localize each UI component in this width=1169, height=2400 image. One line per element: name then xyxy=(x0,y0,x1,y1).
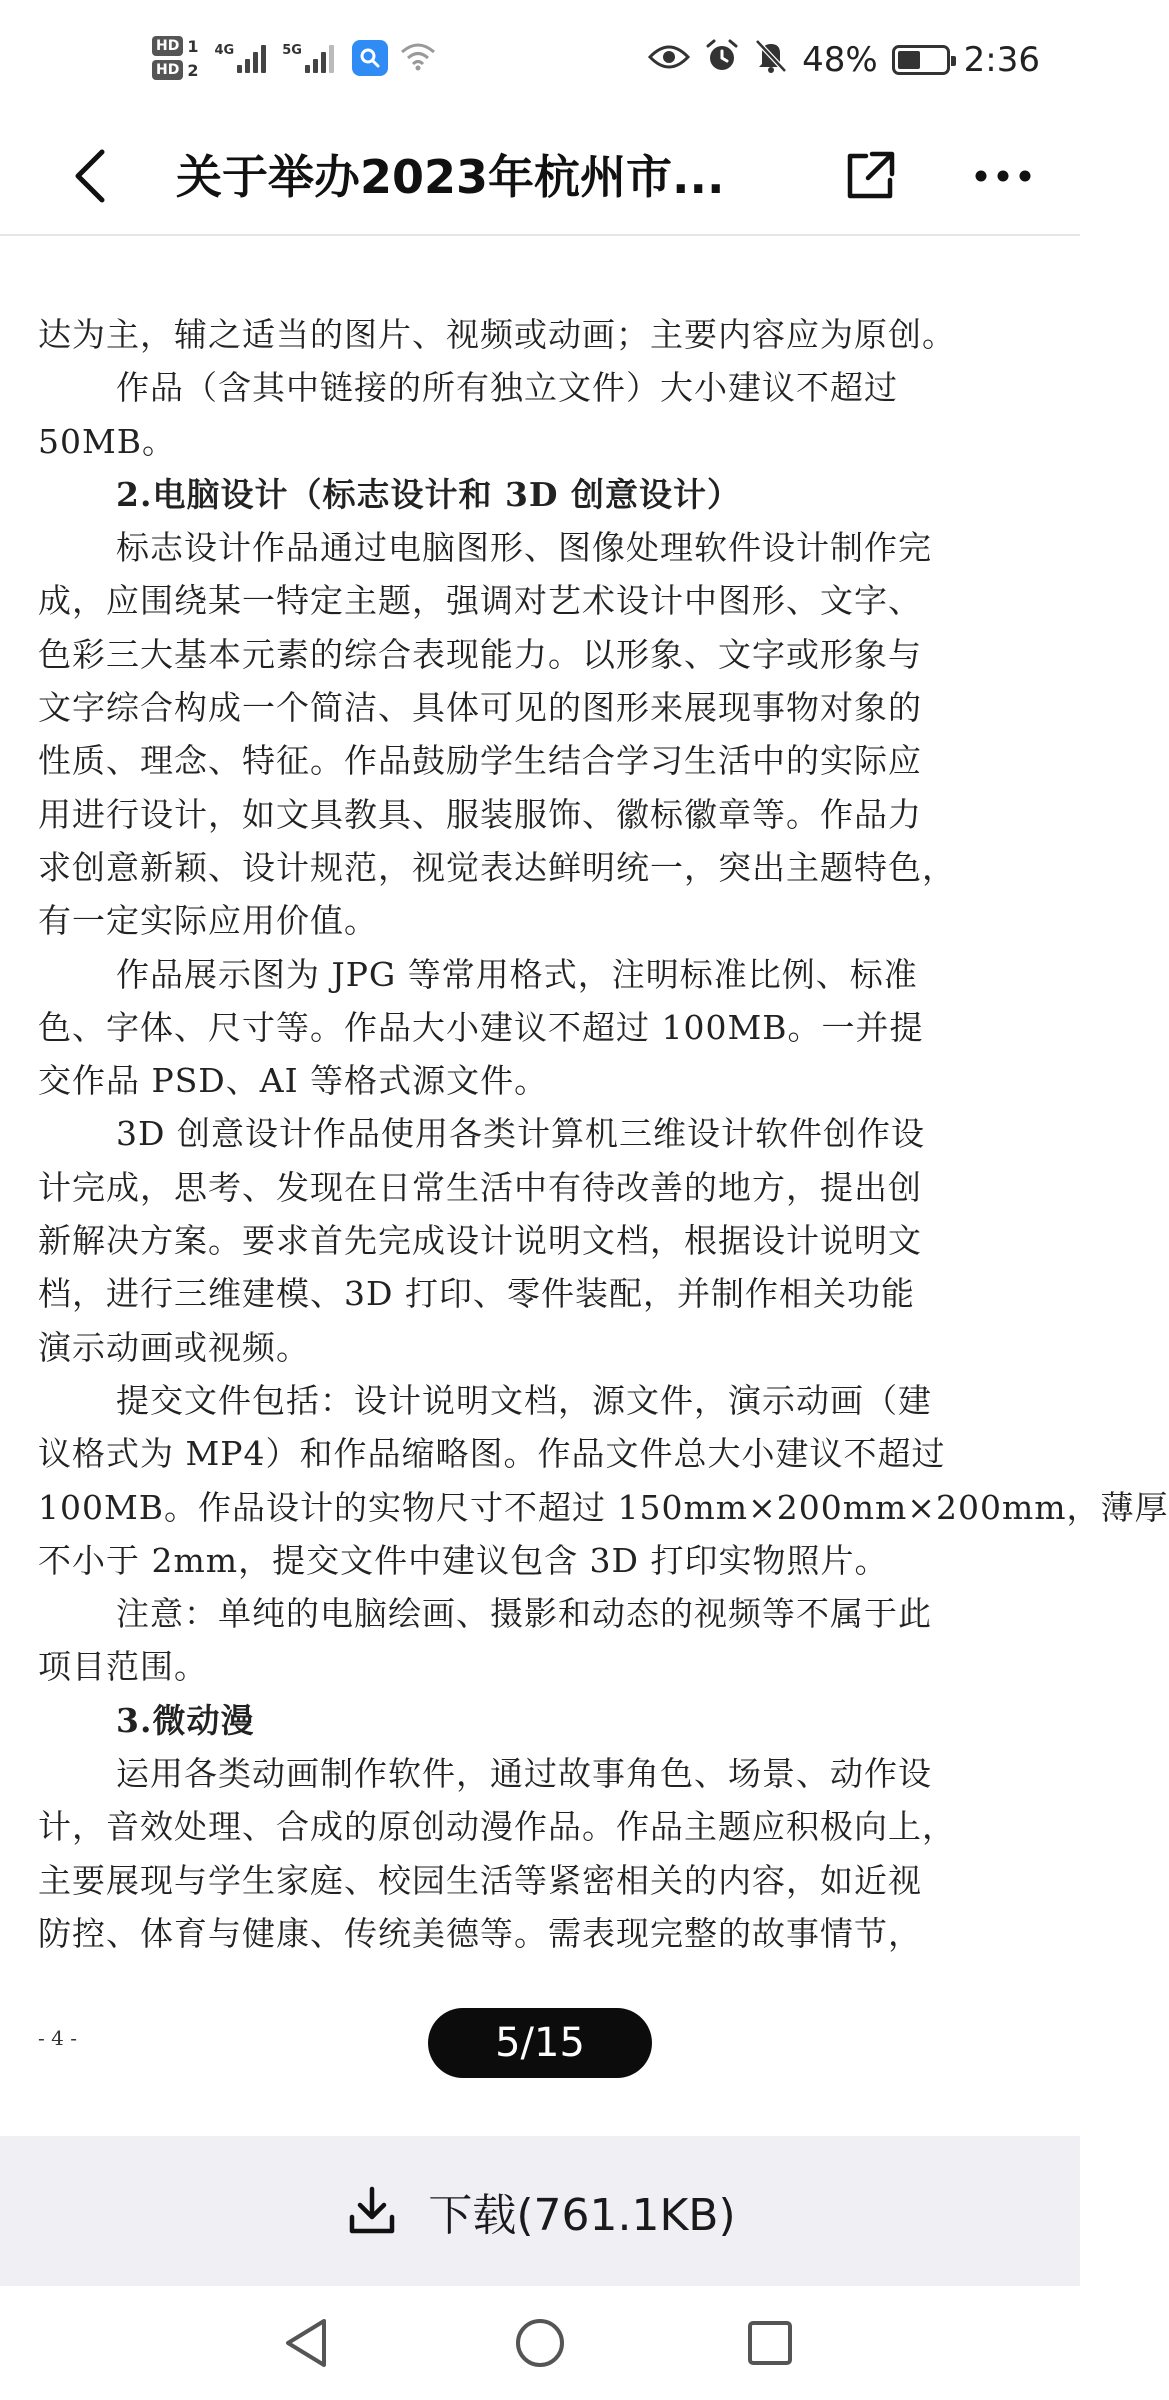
system-nav-bar xyxy=(0,2286,1080,2400)
text-line: 提交文件包括：设计说明文档，源文件，演示动画（建 xyxy=(116,1380,932,1420)
status-bar xyxy=(0,0,1080,118)
text-line: 用进行设计，如文具教具、服装服饰、徽标徽章等。作品力 xyxy=(38,794,922,834)
text-line: 50MB。 xyxy=(38,421,177,461)
text-line: 作品展示图为 JPG 等常用格式，注明标准比例、标准 xyxy=(116,954,918,994)
alarm-icon xyxy=(704,38,740,83)
text-line: 新解决方案。要求首先完成设计说明文档，根据设计说明文 xyxy=(38,1221,922,1261)
nav-recents-icon xyxy=(745,2318,795,2368)
text-line: 不小于 2mm，提交文件中建议包含 3D 打印实物照片。 xyxy=(38,1540,889,1580)
nav-recents-button[interactable] xyxy=(735,2308,805,2378)
text-line: 交作品 PSD、AI 等格式源文件。 xyxy=(38,1061,549,1101)
more-options-button[interactable] xyxy=(958,136,1048,216)
wifi-icon xyxy=(398,40,438,76)
text-line: 标志设计作品通过电脑图形、图像处理软件设计制作完 xyxy=(116,528,932,568)
back-button[interactable] xyxy=(50,136,130,216)
nav-back-button[interactable] xyxy=(272,2308,342,2378)
hd-badge-2: HD xyxy=(152,60,183,80)
page-indicator: 5/15 xyxy=(428,2008,652,2078)
text-line: 运用各类动画制作软件，通过故事角色、场景、动作设 xyxy=(116,1754,932,1794)
text-line: 演示动画或视频。 xyxy=(38,1327,310,1367)
more-dots-icon xyxy=(973,168,1033,184)
share-button[interactable] xyxy=(830,136,910,216)
download-button[interactable] xyxy=(0,2136,1080,2286)
document-viewer[interactable] xyxy=(0,236,1169,2136)
clock: 2:36 xyxy=(963,40,1040,80)
nav-home-icon xyxy=(513,2316,567,2370)
section-heading: 2.电脑设计（标志设计和 3D 创意设计） xyxy=(116,474,742,514)
text-line: 文字综合构成一个简洁、具体可见的图形来展现事物对象的 xyxy=(38,688,922,728)
status-left xyxy=(152,24,438,92)
text-line: 色彩三大基本元素的综合表现能力。以形象、文字或形象与 xyxy=(38,634,922,674)
document-text xyxy=(38,308,1169,1960)
text-line: 100MB。作品设计的实物尺寸不超过 150mm×200mm×200mm，薄厚 xyxy=(38,1487,1169,1527)
text-line: 项目范围。 xyxy=(38,1647,208,1687)
text-line: 色、字体、尺寸等。作品大小建议不超过 100MB。一并提 xyxy=(38,1007,924,1047)
share-icon xyxy=(842,148,898,204)
download-label: 下载(761.1KB) xyxy=(428,2190,736,2241)
text-line: 性质、理念、特征。作品鼓励学生结合学习生活中的实际应 xyxy=(38,741,922,781)
text-line: 求创意新颖、设计规范，视觉表达鲜明统一，突出主题特色， xyxy=(38,847,956,887)
page-title: 关于举办2023年杭州市... xyxy=(176,150,725,204)
nav-home-button[interactable] xyxy=(505,2308,575,2378)
text-line: 有一定实际应用价值。 xyxy=(38,901,378,941)
text-line: 成，应围绕某一特定主题，强调对艺术设计中图形、文字、 xyxy=(38,581,922,621)
text-line: 档，进行三维建模、3D 打印、零件装配，并制作相关功能 xyxy=(38,1274,915,1314)
hd-badge-1: HD xyxy=(152,36,183,56)
mute-icon xyxy=(754,38,788,83)
battery-percent: 48% xyxy=(802,40,878,80)
text-line: 计，音效处理、合成的原创动漫作品。作品主题应积极向上， xyxy=(38,1807,956,1847)
app-header xyxy=(0,118,1080,236)
hd-indicators: HD 1 HD 2 xyxy=(152,36,198,80)
signal-4g-icon: 4G xyxy=(214,43,266,73)
eye-icon xyxy=(648,40,690,80)
status-right xyxy=(648,30,1040,90)
text-line: 注意：单纯的电脑绘画、摄影和动态的视频等不属于此 xyxy=(116,1594,932,1634)
download-icon xyxy=(344,2183,400,2239)
text-line: 防控、体育与健康、传统美德等。需表现完整的故事情节， xyxy=(38,1913,922,1953)
text-line: 作品（含其中链接的所有独立文件）大小建议不超过 xyxy=(116,368,898,408)
text-line: 计完成，思考、发现在日常生活中有待改善的地方，提出创 xyxy=(38,1167,922,1207)
text-line: 达为主，辅之适当的图片、视频或动画；主要内容应为原创。 xyxy=(38,315,956,354)
section-heading: 3.微动漫 xyxy=(116,1700,255,1740)
text-line: 主要展现与学生家庭、校园生活等紧密相关的内容，如近视 xyxy=(38,1860,922,1900)
nav-back-icon xyxy=(282,2316,332,2370)
search-app-icon xyxy=(352,40,388,76)
chevron-left-icon xyxy=(70,146,110,206)
text-line: 议格式为 MP4）和作品缩略图。作品文件总大小建议不超过 xyxy=(38,1434,946,1474)
page-footer-number: - 4 - xyxy=(38,2026,77,2050)
text-line: 3D 创意设计作品使用各类计算机三维设计软件创作设 xyxy=(116,1114,925,1154)
signal-5g-icon: 5G xyxy=(282,43,334,73)
battery-icon xyxy=(892,45,950,75)
